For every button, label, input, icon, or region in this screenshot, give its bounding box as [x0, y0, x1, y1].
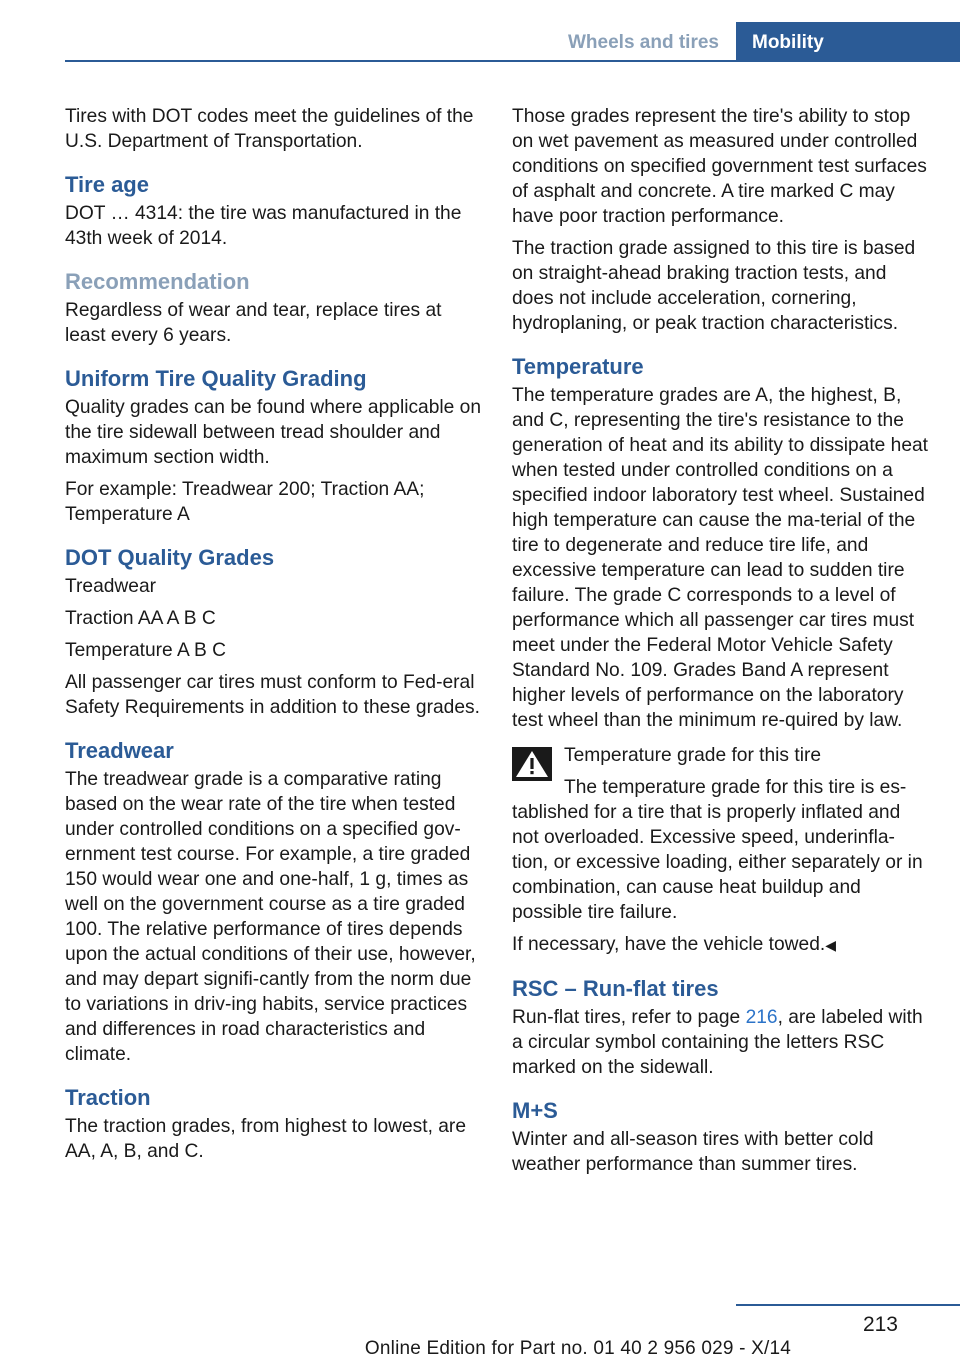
- left-column: [65, 104, 483, 1171]
- traction-heading: Traction: [65, 1085, 151, 1110]
- dot-grades-line-2: Traction AA A B C: [65, 608, 216, 629]
- end-mark-icon: ◀: [825, 937, 836, 953]
- recommendation-heading: Recommendation: [65, 269, 250, 294]
- rsc-text-before: Run-flat tires, refer to page: [512, 1007, 746, 1028]
- dot-grades-line-1: Treadwear: [65, 576, 156, 597]
- tire-age-text: DOT … 4314: the tire was manufactured in the 43th week of 2014.: [65, 203, 462, 249]
- right-column: [512, 104, 930, 1184]
- dot-grades-line-3: Temperature A B C: [65, 640, 227, 661]
- warning-text-rest: tablished for a tire that is properly inflated and not overloaded. Excessive speed, underinfla‐tion, or excessive loading, either separately or in combination, can cause heat buildup and possible tire failure.: [512, 802, 923, 923]
- page-number: 213: [862, 1313, 898, 1336]
- recommendation-text: Regardless of wear and tear, replace tires at least every 6 years.: [65, 300, 442, 346]
- edition-line: Online Edition for Part no. 01 40 2 956 029 - X/14: [364, 1338, 792, 1359]
- utqg-text-1: Quality grades can be found where applicable on the tire sidewall between tread shoulder and maximum section width.: [65, 397, 482, 468]
- utqg-text-2: For example: Treadwear 200; Traction AA; Temperature A: [65, 479, 425, 525]
- tire-age-heading: Tire age: [65, 172, 149, 197]
- warning-towed-line: [512, 932, 930, 958]
- header-chapter-tab[interactable]: Mobility: [736, 22, 960, 62]
- header-rule: [65, 60, 736, 62]
- rsc-heading: RSC – Run-flat tires: [512, 976, 719, 1001]
- traction-continued-1: Those grades represent the tire's ability to stop on wet pavement as measured under controlled conditions on specified government test surfaces of asphalt and concrete. A tire marked C may have poor traction performance.: [512, 106, 927, 227]
- traction-continued-2: The traction grade assigned to this tire is based on straight-ahead braking traction tests, and does not include acceleration, cornering, hydroplaning, or peak traction characteristics.: [512, 238, 916, 334]
- footer-rule: [736, 1304, 960, 1306]
- rsc-text: [512, 1005, 930, 1080]
- page-header: [0, 0, 960, 62]
- intro-text: Tires with DOT codes meet the guidelines of the U.S. Department of Transportation.: [65, 106, 474, 152]
- temperature-text: The temperature grades are A, the highest, B, and C, representing the tire's resistance to the generation of heat and its ability to dissipate heat when tested under controlled conditions on a specified indoor laboratory test wheel. Sustained high temperature can cause the ma‐terial of the tire to degenerate and reduce tire life, and excessive temperature can lead to sudden tire failure. The grade C corresponds to a level of performance which all passenger car tires must meet under the Federal Motor Vehicle Safety Standard No. 109. Grades Band A represent higher levels of performance on the laboratory test wheel than the minimum re‐quired by law.: [512, 385, 929, 731]
- treadwear-text: The treadwear grade is a comparative rating based on the wear rate of the tire when tested under controlled conditions on a specified gov‐ernment test course. For example, a tire graded 150 would wear one and one-half, 1 g, times as well on the government course as a tire graded 100. The relative performance of tires depends upon the actual conditions of their use, however, and may depart signifi‐cantly from the norm due to variations in driv‐ing habits, service practices and differences in road characteristics and climate.: [65, 769, 476, 1065]
- temperature-heading: Temperature: [512, 354, 644, 379]
- ms-text: Winter and all-season tires with better cold weather performance than summer tires.: [512, 1129, 874, 1175]
- warning-towed-text: If necessary, have the vehicle towed.: [512, 934, 826, 955]
- warning-triangle-icon: [512, 747, 552, 781]
- warning-text-start: The temperature grade for this tire is es‐: [564, 777, 907, 798]
- treadwear-heading: Treadwear: [65, 738, 174, 763]
- page-216-link[interactable]: 216: [745, 1007, 778, 1028]
- warning-block: [512, 743, 930, 958]
- dot-grades-text: All passenger car tires must conform to Fed‐eral Safety Requirements in addition to these grades.: [65, 672, 480, 718]
- ms-heading: M+S: [512, 1098, 558, 1123]
- warning-title: Temperature grade for this tire: [564, 745, 822, 766]
- traction-text: The traction grades, from highest to lowest, are AA, A, B, and C.: [65, 1116, 466, 1162]
- rsc-text-after: , are labeled with a circular symbol containing the letters RSC marked on the sidewall.: [512, 1007, 923, 1078]
- utqg-heading: Uniform Tire Quality Grading: [65, 366, 367, 391]
- dot-grades-heading: DOT Quality Grades: [65, 545, 275, 570]
- header-section-tab[interactable]: Wheels and tires: [568, 32, 719, 53]
